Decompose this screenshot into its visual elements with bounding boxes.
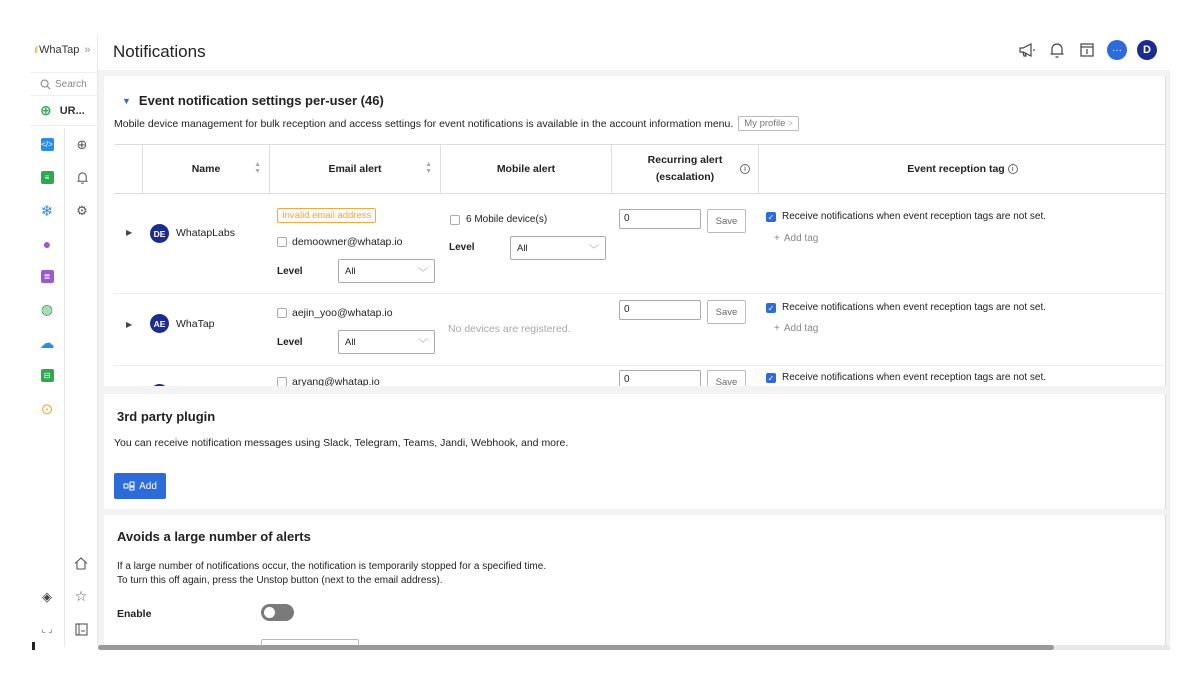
- sidebar-item-cloud[interactable]: [30, 326, 64, 359]
- tag-column-label: Event reception tag: [907, 162, 1005, 175]
- event-settings-desc-text: Mobile device management for bulk reception and access settings for event notifications is available in the account information menu.: [114, 117, 734, 130]
- add-plugin-button[interactable]: [114, 473, 166, 499]
- name-column-label: Name: [191, 162, 221, 175]
- email-checkbox[interactable]: [277, 237, 287, 247]
- page-title: Notifications: [113, 42, 206, 61]
- sidebar-item-application[interactable]: [30, 128, 64, 161]
- search-icon: [40, 79, 51, 90]
- chevron-down-icon: ﹀: [418, 267, 428, 279]
- receive-checkbox[interactable]: ✓: [767, 373, 775, 383]
- avatar: [150, 384, 169, 386]
- info-icon[interactable]: i: [1008, 164, 1018, 174]
- my-profile-button[interactable]: [738, 116, 799, 131]
- sidebar-item-settings[interactable]: [65, 194, 99, 227]
- sidebar: [30, 36, 98, 646]
- sidebar-item-kubernetes[interactable]: [30, 194, 64, 227]
- email-level-select[interactable]: [338, 259, 435, 283]
- project-selector[interactable]: [30, 96, 98, 126]
- network-icon: ◍: [40, 301, 54, 317]
- receive-checkbox-group[interactable]: [766, 211, 1046, 222]
- event-settings-title: Event notification settings per-user (46): [138, 93, 384, 108]
- plus-icon: +: [774, 233, 780, 244]
- favorites-button[interactable]: [64, 580, 98, 613]
- expand-row-icon[interactable]: ▶: [126, 228, 133, 237]
- mobile-checkbox[interactable]: [450, 215, 460, 225]
- table-row: [114, 366, 1166, 386]
- sidebar-item-network[interactable]: [30, 293, 64, 326]
- fullscreen-icon: ⌞ ⌟: [41, 624, 53, 634]
- search-placeholder: Search: [55, 78, 87, 90]
- kubernetes-icon: ❄: [40, 202, 54, 220]
- user-name: WhaTap: [176, 318, 215, 330]
- add-tag-label: Add tag: [783, 233, 819, 244]
- add-tag-label: Add tag: [783, 323, 819, 334]
- third-party-panel: [104, 394, 1166, 509]
- product-icon-column: [30, 128, 64, 425]
- recurring-input[interactable]: 0: [619, 300, 701, 320]
- bottom-right-icons: [64, 547, 98, 646]
- email-level-select[interactable]: [338, 330, 435, 354]
- star-icon: ☆: [74, 588, 88, 604]
- chevron-down-icon: ﹀: [418, 338, 428, 350]
- gear-icon: ⚙: [76, 202, 88, 218]
- theme-button[interactable]: [30, 580, 64, 613]
- avoid-alerts-desc-line1: If a large number of notifications occur, the notification is temporarily stopped for a specified time.: [117, 561, 547, 572]
- table-header: [114, 144, 1166, 194]
- email-checkbox-group[interactable]: [277, 307, 393, 319]
- receive-text: Receive notifications when event reception tags are not set.: [782, 372, 1047, 383]
- user-avatar[interactable]: D: [1137, 40, 1157, 60]
- info-icon[interactable]: i: [740, 164, 750, 174]
- mobile-device-count: 6 Mobile device(s): [466, 214, 548, 225]
- email-checkbox[interactable]: [277, 377, 287, 386]
- receive-checkbox[interactable]: ✓: [767, 303, 775, 313]
- add-plugin-label: Add: [139, 480, 157, 492]
- chevron-right-icon: >: [788, 119, 793, 128]
- bell-icon: [76, 171, 89, 185]
- sort-icon[interactable]: ▲ ▼: [425, 161, 432, 175]
- plus-icon: +: [774, 323, 780, 334]
- sidebar-item-browser[interactable]: [30, 359, 64, 392]
- mobile-column-header: [441, 145, 612, 193]
- expand-column-header: [114, 145, 143, 193]
- logo-text: WhaTap: [39, 44, 80, 56]
- enable-label: Enable: [117, 608, 152, 620]
- chevron-down-icon: ﹀: [589, 244, 599, 256]
- bottom-left-icons: [30, 580, 64, 646]
- email-level-value: All: [345, 336, 356, 348]
- docs-button[interactable]: [1077, 40, 1097, 60]
- mouse-cursor: [32, 642, 35, 650]
- document-icon: [1079, 42, 1095, 58]
- recurring-input[interactable]: 0: [619, 209, 701, 229]
- save-button[interactable]: Save: [707, 209, 746, 233]
- plugin-icon: [123, 481, 135, 491]
- avoid-alerts-title: Avoids a large number of alerts: [117, 529, 311, 544]
- table-row: [114, 294, 1166, 366]
- avatar: DE: [150, 224, 169, 243]
- third-party-description: You can receive notification messages using Slack, Telegram, Teams, Jandi, Webhook, and more.: [114, 437, 569, 449]
- bell-icon: [1049, 42, 1065, 59]
- log-icon: ≣: [41, 270, 54, 283]
- sidebar-item-database[interactable]: [30, 227, 64, 260]
- tag-column-header: [759, 145, 1166, 193]
- no-devices-text: No devices are registered.: [448, 323, 571, 335]
- email-column-header[interactable]: [270, 145, 441, 193]
- chat-button[interactable]: ···: [1107, 40, 1127, 60]
- avoid-alerts-panel: [104, 515, 1166, 646]
- expand-row-icon[interactable]: ▶: [126, 320, 133, 329]
- whatap-logo[interactable]: [34, 44, 90, 56]
- invalid-email-badge: Invalid email address: [277, 208, 376, 223]
- browser-icon: ⊟: [41, 369, 54, 382]
- mobile-column-label: Mobile alert: [496, 162, 556, 175]
- recurring-label-line1: Recurring alert: [647, 154, 723, 166]
- sort-icon[interactable]: ▲ ▼: [254, 161, 261, 175]
- logo-bars-icon: ıl: [34, 44, 37, 56]
- recurring-label-line2: (escalation): [655, 171, 715, 183]
- sidebar-item-server[interactable]: [30, 161, 64, 194]
- email-checkbox-group[interactable]: [277, 236, 402, 248]
- recurring-column-label: [648, 152, 723, 186]
- email-column-label: Email alert: [328, 162, 382, 175]
- paint-bucket-icon: ◈: [42, 588, 52, 604]
- receive-checkbox[interactable]: ✓: [767, 212, 775, 222]
- mobile-level-select[interactable]: [510, 236, 606, 260]
- sitemap-button[interactable]: [64, 613, 98, 646]
- mobile-checkbox-group[interactable]: [450, 214, 547, 225]
- home-button[interactable]: [64, 547, 98, 580]
- megaphone-icon: [1018, 42, 1036, 58]
- save-button[interactable]: Save: [707, 370, 746, 386]
- code-icon: </>: [41, 140, 53, 149]
- recurring-input[interactable]: 0: [619, 370, 701, 386]
- collapse-caret-icon[interactable]: ▼: [122, 95, 131, 106]
- receive-checkbox-group[interactable]: [766, 372, 1046, 383]
- receive-text: Receive notifications when event reception tags are not set.: [782, 211, 1047, 222]
- third-party-title: 3rd party plugin: [117, 409, 216, 424]
- email-address: demoowner@whatap.io: [292, 236, 403, 248]
- email-level-label: Level: [277, 266, 303, 277]
- table-row: [114, 194, 1166, 294]
- enable-toggle[interactable]: [261, 604, 294, 621]
- project-name: UR...: [59, 104, 85, 117]
- mobile-level-value: All: [517, 242, 528, 254]
- horizontal-scrollbar-thumb[interactable]: [98, 645, 1054, 650]
- fullscreen-button[interactable]: [30, 613, 64, 646]
- user-name: WhatapLabs: [176, 227, 235, 239]
- announcement-button[interactable]: [1017, 40, 1037, 60]
- receive-checkbox-group[interactable]: [766, 302, 1046, 313]
- sidebar-item-url-monitor[interactable]: [30, 392, 64, 425]
- cloud-icon: ☁: [39, 334, 55, 352]
- receive-text: Receive notifications when event reception tags are not set.: [782, 302, 1047, 313]
- database-icon: ●: [42, 235, 52, 252]
- my-profile-label: My profile: [744, 118, 786, 129]
- email-level-label: Level: [277, 337, 303, 348]
- sitemap-icon: [75, 623, 88, 636]
- globe-outline-icon: ⊕: [76, 136, 88, 152]
- save-button[interactable]: Save: [707, 300, 746, 324]
- add-tag-button[interactable]: [774, 233, 818, 244]
- email-address: aejin_yoo@whatap.io: [292, 307, 393, 319]
- event-settings-header[interactable]: [122, 93, 384, 108]
- email-checkbox[interactable]: [277, 308, 287, 318]
- sidebar-item-notifications[interactable]: [65, 161, 99, 194]
- event-settings-description: [114, 116, 799, 131]
- avatar: AE: [150, 314, 169, 333]
- url-monitor-icon: ⊙: [40, 400, 54, 418]
- event-notification-panel: [104, 76, 1166, 386]
- header-actions: [1017, 40, 1157, 60]
- server-icon: ≡: [41, 171, 54, 184]
- globe-icon: ⊕: [40, 102, 52, 118]
- avoid-alerts-description: [117, 560, 546, 588]
- email-address: aryang@whatap.io: [292, 376, 380, 386]
- email-level-value: All: [345, 265, 356, 277]
- add-tag-button[interactable]: [774, 323, 818, 334]
- recurring-column-header: [612, 145, 759, 193]
- expand-sidebar-icon[interactable]: »: [84, 44, 91, 56]
- home-icon: [74, 557, 88, 570]
- name-column-header[interactable]: [143, 145, 270, 193]
- avoid-alerts-desc-line2: To turn this off again, press the Unstop button (next to the email address).: [117, 575, 443, 586]
- alerts-button[interactable]: [1047, 40, 1067, 60]
- sidebar-item-log[interactable]: [30, 260, 64, 293]
- sidebar-search[interactable]: [30, 72, 98, 96]
- mobile-level-label: Level: [449, 242, 475, 253]
- email-checkbox-group[interactable]: [277, 376, 380, 386]
- sidebar-item-global[interactable]: [65, 128, 99, 161]
